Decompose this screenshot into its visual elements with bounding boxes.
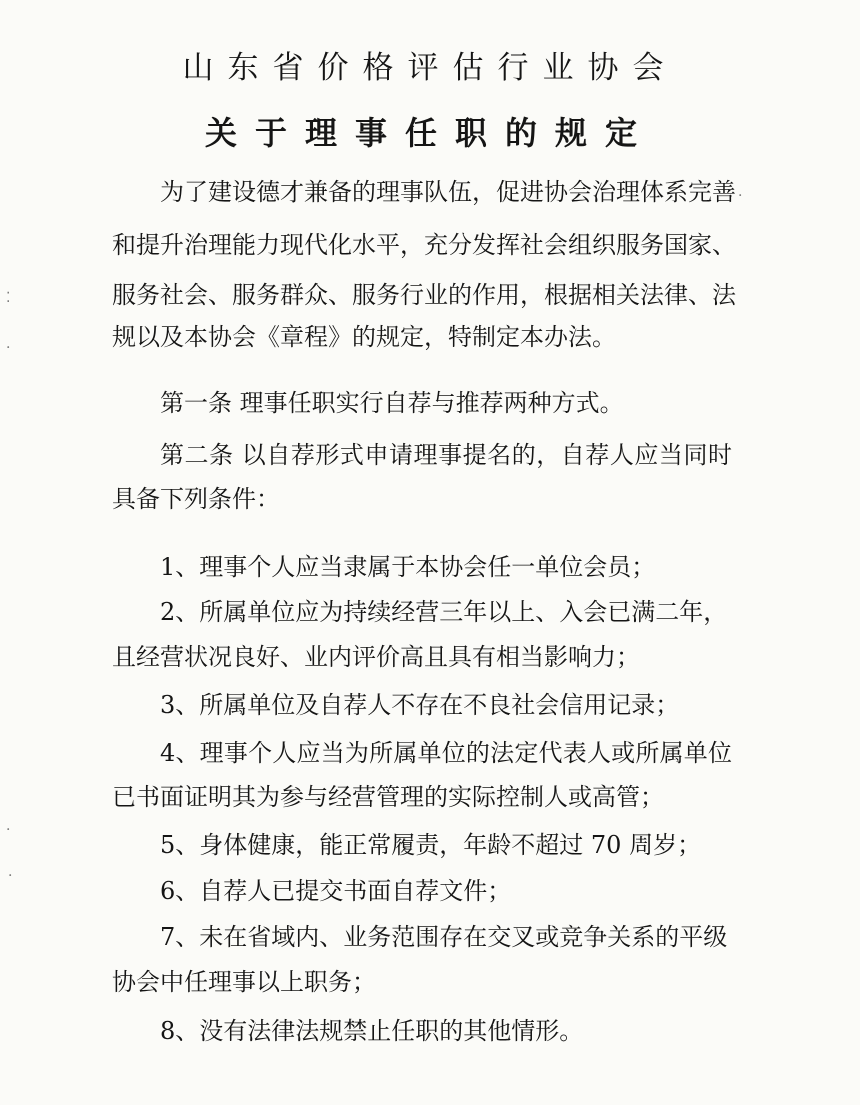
article-2-line-2: 具备下列条件： (112, 485, 280, 513)
scan-dot: · (738, 188, 743, 204)
preamble-line-1: 为了建设德才兼备的理事队伍，促进协会治理体系完善 (160, 178, 736, 206)
scan-mark-left-2: · (6, 340, 11, 356)
condition-8: 8、没有法律法规禁止任职的其他情形。 (160, 1017, 584, 1045)
scan-mark-left-4: · (8, 868, 13, 884)
condition-3: 3、所属单位及自荐人不存在不良社会信用记录； (160, 691, 680, 719)
preamble-line-4: 规以及本协会《章程》的规定，特制定本办法。 (112, 323, 616, 351)
condition-1: 1、理事个人应当隶属于本协会任一单位会员； (160, 553, 656, 581)
condition-4-line-2: 已书面证明其为参与经营管理的实际控制人或高管； (112, 783, 664, 811)
article-1: 第一条 理事任职实行自荐与推荐两种方式。 (160, 389, 624, 417)
condition-2-line-1: 2、所属单位应为持续经营三年以上、入会已满二年， (160, 598, 728, 626)
scan-mark-left-1: ⁚ (6, 290, 11, 306)
condition-7-line-1: 7、未在省域内、业务范围存在交叉或竞争关系的平级 (160, 923, 728, 951)
document-title: 关于理事任职的规定 (204, 114, 655, 152)
condition-2-line-2: 且经营状况良好、业内评价高且具有相当影响力； (112, 643, 640, 671)
condition-4-line-1: 4、理事个人应当为所属单位的法定代表人或所属单位 (160, 739, 732, 767)
scan-mark-left-3: · (6, 822, 11, 838)
organization-title: 山东省价格评估行业协会 (182, 50, 678, 86)
condition-6: 6、自荐人已提交书面自荐文件； (160, 877, 512, 905)
condition-7-line-2: 协会中任理事以上职务； (112, 968, 376, 996)
preamble-line-2: 和提升治理能力现代化水平，充分发挥社会组织服务国家、 (112, 231, 736, 259)
condition-5: 5、身体健康，能正常履责，年龄不超过 70 周岁； (160, 831, 702, 859)
preamble-line-3: 服务社会、服务群众、服务行业的作用，根据相关法律、法 (112, 281, 736, 309)
article-2-line-1: 第二条 以自荐形式申请理事提名的，自荐人应当同时 (160, 441, 732, 469)
